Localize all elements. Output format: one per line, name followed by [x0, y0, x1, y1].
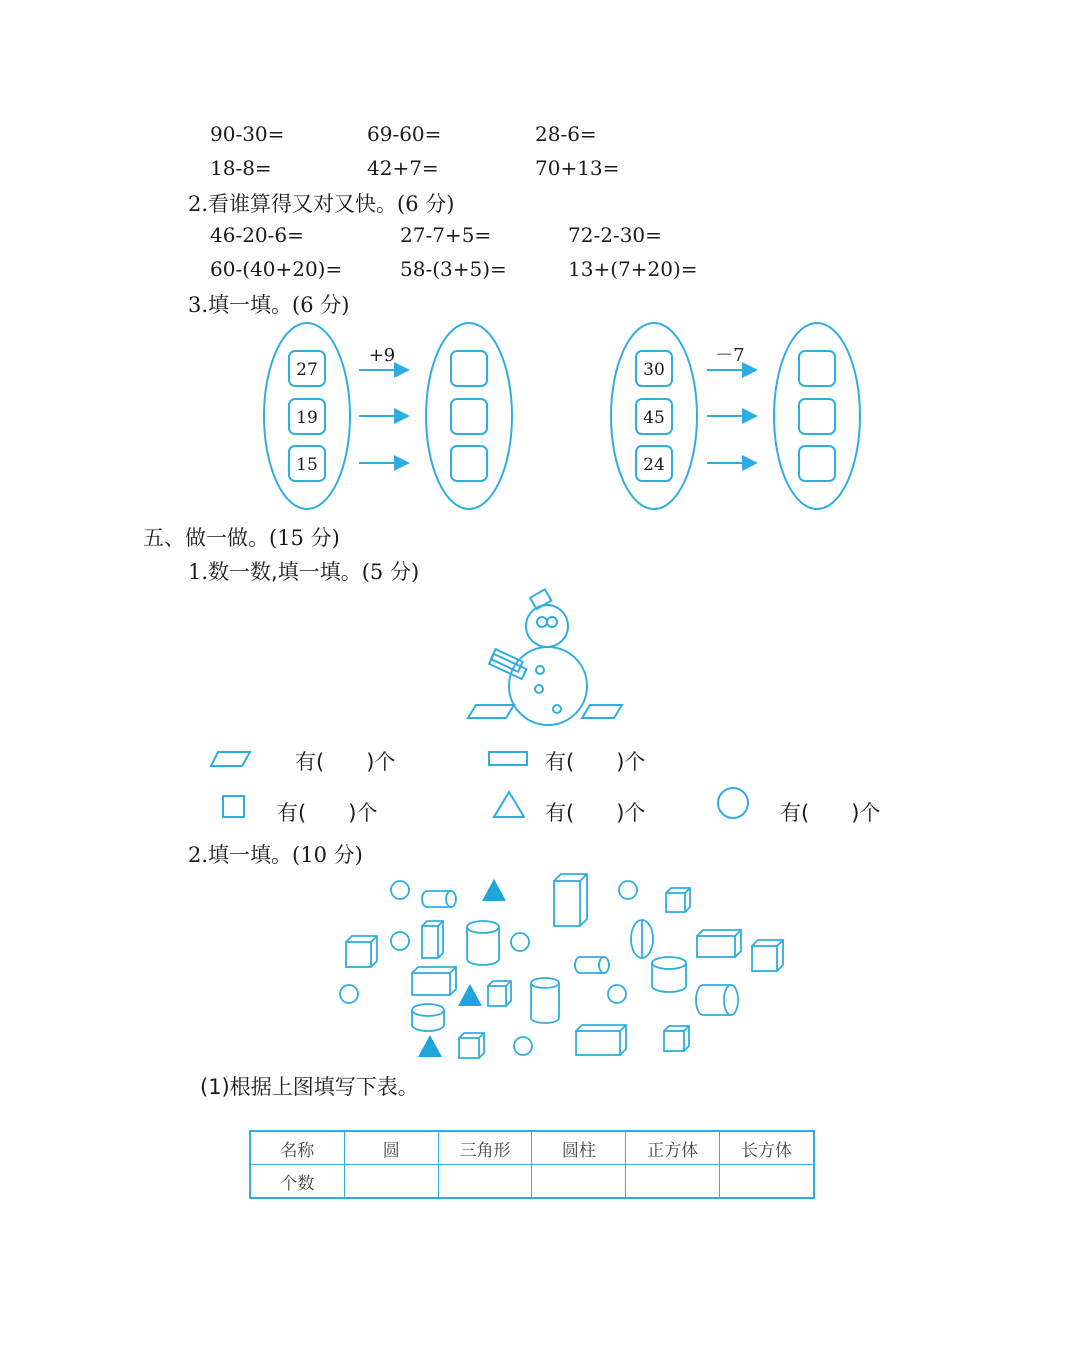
input-value: 30 [643, 360, 665, 380]
count-blank[interactable]: 有( )个 [277, 801, 378, 825]
equation: 42+7= [367, 156, 439, 180]
sub-question: (1)根据上图填写下表。 [200, 1075, 419, 1099]
question-score: (10 分) [292, 843, 363, 867]
input-value: 45 [643, 408, 665, 428]
equation: 70+13= [535, 156, 620, 180]
table-header-cell: 名称 [250, 1131, 344, 1165]
table-row-label: 个数 [250, 1165, 344, 1199]
input-value: 15 [296, 455, 318, 475]
answer-cell[interactable] [720, 1165, 814, 1199]
table-header-row [250, 1131, 814, 1165]
question-number: 2. [188, 843, 209, 867]
equation: 69-60= [367, 122, 442, 146]
operation-label: －7 [715, 345, 745, 366]
equation: 58-(3+5)= [400, 257, 507, 281]
count-blank[interactable]: 有( )个 [780, 801, 881, 825]
equation: 28-6= [535, 122, 597, 146]
question-score: (5 分) [361, 560, 420, 584]
question-score: (6 分) [397, 192, 455, 216]
equation: 60-(40+20)= [210, 257, 343, 281]
question-number: 1. [188, 560, 209, 584]
question-title: 数一数,填一填。 [208, 560, 362, 584]
equation: 72-2-30= [568, 223, 662, 247]
equation: 18-8= [210, 156, 272, 180]
count-blank[interactable]: 有( )个 [545, 750, 646, 774]
input-value: 24 [643, 455, 665, 475]
table-header-cell: 三角形 [438, 1131, 532, 1165]
question-number: 3. [188, 293, 209, 317]
section-score: (15 分) [269, 526, 340, 550]
equation: 13+(7+20)= [568, 257, 698, 281]
question-number: 2. [188, 192, 209, 216]
input-value: 27 [296, 360, 318, 380]
answer-cell[interactable] [438, 1165, 532, 1199]
section-title: 五、做一做。 [143, 526, 269, 550]
question-title: 填一填。 [208, 843, 293, 867]
equation: 46-20-6= [210, 223, 304, 247]
question-title: 看谁算得又对又快。 [208, 192, 398, 216]
input-value: 19 [296, 408, 318, 428]
table-row [250, 1165, 814, 1199]
table-header-cell: 圆柱 [532, 1131, 626, 1165]
equation: 27-7+5= [400, 223, 492, 247]
operation-label: +9 [368, 345, 396, 366]
equation: 90-30= [210, 122, 285, 146]
table-header-cell: 长方体 [720, 1131, 814, 1165]
answer-cell[interactable] [626, 1165, 720, 1199]
result-table [249, 1130, 815, 1199]
table-header-cell: 圆 [344, 1131, 438, 1165]
answer-cell[interactable] [532, 1165, 626, 1199]
answer-cell[interactable] [344, 1165, 438, 1199]
count-blank[interactable]: 有( )个 [545, 801, 646, 825]
question-score: (6 分) [292, 293, 350, 317]
count-blank[interactable]: 有( )个 [295, 750, 396, 774]
table-header-cell: 正方体 [626, 1131, 720, 1165]
question-title: 填一填。 [208, 293, 293, 317]
